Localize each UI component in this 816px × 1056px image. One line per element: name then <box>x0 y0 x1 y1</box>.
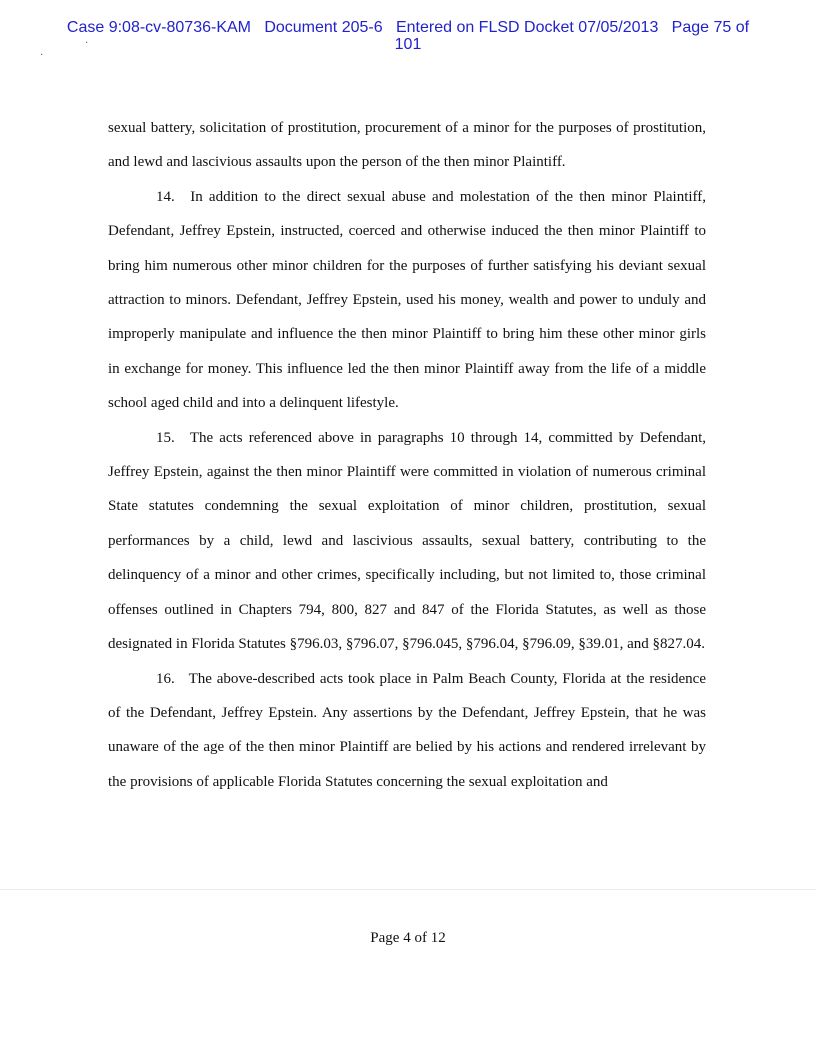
paragraph-continued <box>108 111 706 180</box>
scan-mark: · <box>85 38 89 49</box>
page-footer <box>0 930 816 947</box>
paragraph-15 <box>108 421 706 662</box>
paragraph-14 <box>108 180 706 421</box>
footer-divider <box>0 889 816 890</box>
paragraph-text: sexual battery, solicitation of prostitution, procurement of a minor for the purposes of prostitution, and lewd and lascivious assaults upon the person of the then minor Plaintiff. <box>108 120 706 171</box>
paragraph-number: 16. <box>156 670 175 687</box>
page-number: Page 4 of 12 <box>370 930 446 946</box>
paragraph-number: 14. <box>156 188 175 205</box>
paragraph-number: 15. <box>156 429 175 446</box>
paragraph-text: The acts referenced above in paragraphs 10 through 14, committed by Defendant, Jeffrey Epstein, against the then minor Plaintiff were committed in violation of numerous criminal State statutes condemning the sexual exploitation of minor children, prostitution, sexual performances by a child, lewd and lascivious assaults, sexual battery, contributing to the delinquency of a minor and other crimes, specifically including, but not limited to, those criminal offenses outlined in Chapters 794, 800, 827 and 847 of the Florida Statutes, as well as those designated in Florida Statutes §796.03, §796.07, §796.045, §796.04, §796.09, §39.01, and §827.04. <box>108 429 707 653</box>
paragraph-text: The above-described acts took place in Palm Beach County, Florida at the residence of the Defendant, Jeffrey Epstein. Any assertions by the Defendant, Jeffrey Epstein, that he was unaware of the age of the then minor Plaintiff are belied by his actions and rendered irrelevant by the provisions of applicable Florida Statutes concerning the sexual exploitation and <box>108 670 706 790</box>
document-body <box>108 111 706 799</box>
paragraph-text: In addition to the direct sexual abuse and molestation of the then minor Plaintiff, Defendant, Jeffrey Epstein, instructed, coerced and otherwise induced the then minor Plaintiff to bring him numerous other minor children for the purposes of further satisfying his deviant sexual attraction to minors. Defendant, Jeffrey Epstein, used his money, wealth and power to unduly and improperly manipulate and influence the then minor Plaintiff to bring him these other minor girls in exchange for money. This influence led the then minor Plaintiff away from the life of a middle school aged child and into a delinquent lifestyle. <box>108 188 707 412</box>
paragraph-16 <box>108 662 706 800</box>
docket-header-line1: Case 9:08-cv-80736-KAM Document 205-6 Entered on FLSD Docket 07/05/2013 Page 75 of <box>66 19 750 36</box>
scan-mark: · <box>40 50 44 61</box>
docket-header <box>40 19 776 53</box>
docket-header-line2: 101 <box>394 36 422 53</box>
